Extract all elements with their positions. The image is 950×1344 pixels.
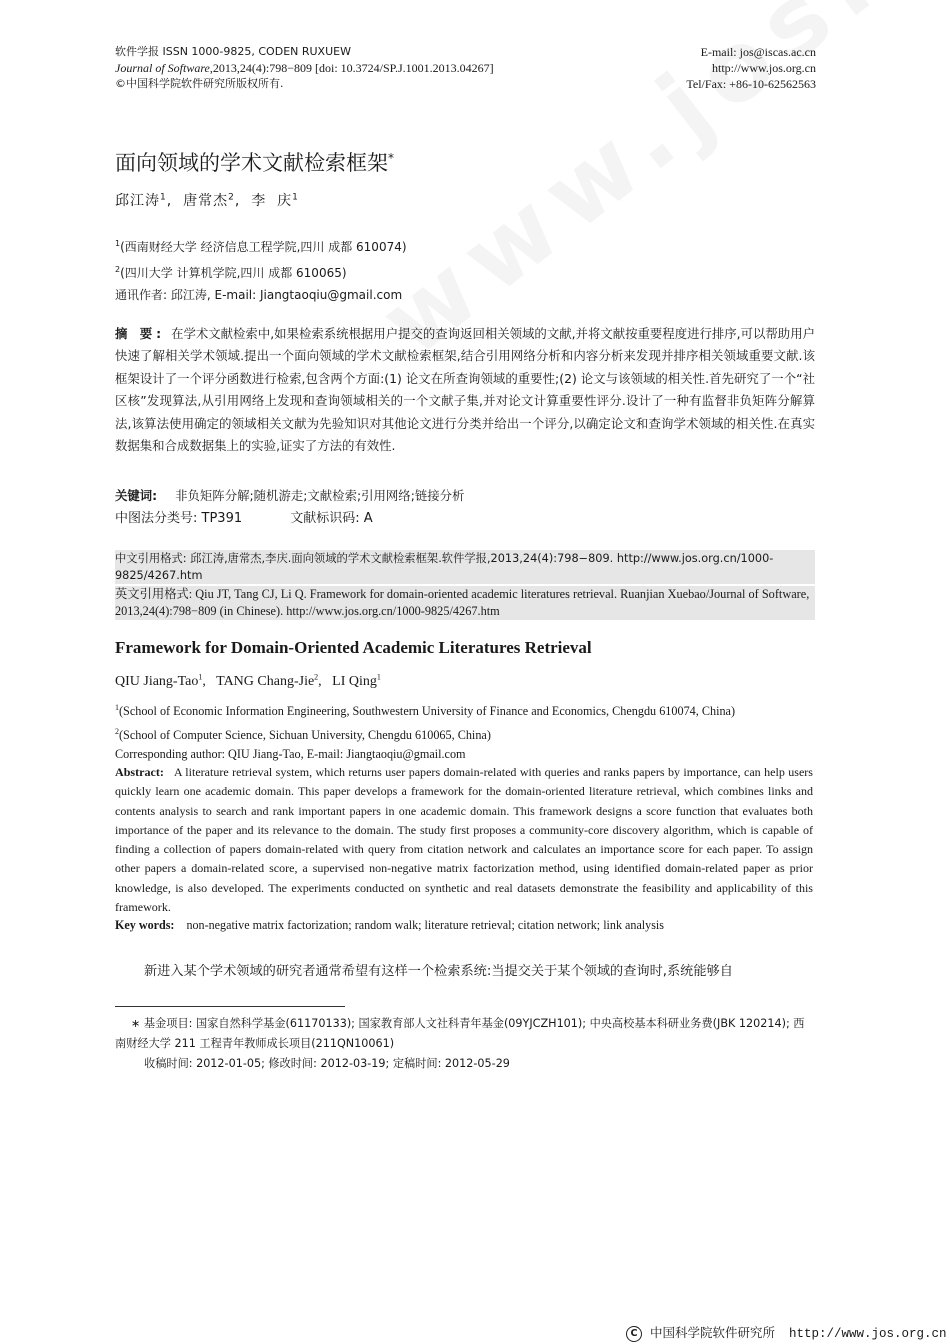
author-affiliation-mark: 2	[228, 192, 235, 203]
affiliation-text: (四川大学 计算机学院,四川 成都 610065)	[120, 265, 347, 280]
author-separator: ,	[234, 193, 252, 209]
affiliation-en-2	[115, 722, 835, 746]
citation-format-en: 英文引用格式: Qiu JT, Tang CJ, Li Q. Framework for domain-oriented academic literatures retrieval. Ruanjian Xuebao/Journal of Software, 2013,24(4):798−809 (in Chinese). http://www.jos.org.cn/1000-9825/4267.htm	[115, 586, 815, 620]
keywords-cn	[115, 486, 464, 504]
citation-format-cn: 中文引用格式: 邱江涛,唐常杰,李庆.面向领域的学术文献检索框架.软件学报,2013,24(4):798−809. http://www.jos.org.cn/1000-9825/4267.htm	[115, 550, 815, 584]
author	[115, 674, 216, 689]
affiliation-text: (School of Computer Science, Sichuan University, Chengdu 610065, China)	[119, 727, 491, 742]
affiliation-text: (西南财经大学 经济信息工程学院,四川 成都 610074)	[120, 240, 407, 254]
author-name: 邱江涛	[115, 193, 160, 209]
affiliation-en-1	[115, 698, 835, 722]
author-affiliation-mark: 1	[198, 672, 203, 681]
keywords-cn-label: 关键词:	[115, 488, 158, 503]
footnote-fund: ∗ 基金项目: 国家自然科学基金(61170133); 国家教育部人文社科青年基金(09YJCZH101); 中央高校基本科研业务费(JBK 120214); 西南财经大学 211 工程青年教师成长项目(211QN10061)	[115, 1017, 805, 1050]
body-first-line: 新进入某个学术领域的研究者通常希望有这样一个检索系统:当提交关于某个领域的查询时,系统能够自	[144, 964, 733, 979]
corresponding-author-en: Corresponding author: QIU Jiang-Tao, E-mail: Jiangtaoqiu@gmail.com	[115, 747, 466, 762]
author	[251, 193, 299, 209]
copyright-line: ©中国科学院软件研究所版权所有.	[115, 77, 284, 90]
clc-number: 中图法分类号: TP391	[115, 511, 243, 526]
affiliation-mark: 1	[115, 703, 119, 712]
paper-title-en: Framework for Domain-Oriented Academic Literatures Retrieval	[115, 638, 592, 657]
author-name: LI Qing	[332, 673, 377, 689]
corresponding-author-cn: 通讯作者: 邱江涛, E-mail: Jiangtaoqiu@gmail.com	[115, 288, 403, 302]
abstract-cn-label: 摘 要:	[115, 326, 166, 341]
abstract-cn	[115, 323, 815, 457]
affiliation-mark: 1	[115, 239, 121, 248]
journal-header-right	[516, 44, 816, 92]
affiliation-cn-2	[115, 259, 407, 285]
footnote-dates: 收稿时间: 2012-01-05; 修改时间: 2012-03-19; 定稿时间: 2012-05-29	[144, 1057, 510, 1070]
authors-cn	[115, 190, 299, 210]
author-affiliation-mark: 2	[314, 672, 319, 681]
abstract-en	[115, 763, 813, 917]
author-affiliation-mark: 1	[160, 192, 167, 203]
footnote-rule	[115, 1006, 345, 1007]
affiliations-en	[115, 698, 835, 765]
document-code: 文献标识码: A	[290, 511, 373, 526]
keywords-en	[115, 918, 664, 933]
affiliation-mark: 2	[115, 726, 119, 736]
journal-email: E-mail: jos@iscas.ac.cn	[700, 45, 816, 59]
author-separator: ,	[202, 673, 217, 689]
affiliation-cn-1	[115, 233, 407, 259]
keywords-en-text: non-negative matrix factorization; random walk; literature retrieval; citation network; link analysis	[186, 918, 664, 932]
affiliations-cn	[115, 233, 407, 307]
journal-issn-line: 软件学报 ISSN 1000-9825, CODEN RUXUEW	[115, 45, 351, 58]
author	[332, 674, 381, 689]
author-separator: ,	[318, 673, 333, 689]
page-footer	[626, 1323, 947, 1342]
journal-name: Journal of Software	[115, 61, 210, 75]
affiliation-text: (School of Economic Information Engineering, Southwestern University of Finance and Economics, Chengdu 610074, China)	[119, 704, 736, 719]
author-affiliation-mark: 1	[292, 192, 299, 203]
keywords-cn-text: 非负矩阵分解;随机游走;文献检索;引用网络;链接分析	[175, 488, 465, 503]
author-name: QIU Jiang-Tao	[115, 673, 199, 689]
author	[115, 193, 183, 209]
abstract-en-label: Abstract:	[115, 765, 164, 779]
author	[183, 193, 251, 209]
classification-cn	[115, 507, 373, 526]
journal-url: http://www.jos.org.cn	[712, 61, 816, 75]
footer-org: 中国科学院软件研究所	[650, 1325, 776, 1340]
copyright-icon: C	[626, 1326, 642, 1342]
abstract-cn-text: 在学术文献检索中,如果检索系统根据用户提交的查询返回相关领域的文献,并将文献按重要程度进行排序,可以帮助用户快速了解相关学术领域.提出一个面向领域的学术文献检索框架,结合引用网络分析和内容分析来发现并排序相关领域重要文献.该框架设计了一个评分函数进行检索,包含两个方面:(1) 论文在所查询领域的重要性;(2) 论文与该领域的相关性.首先研究了一个“社区核”发现算法,从引用网络上发现和查询领域相关的一个文献子集,并对论文计算重要性评分.设计了一种有监督非负矩阵分解算法,该算法使用确定的领域相关文献为先验知识对其他论文进行分类并给出一个评分,以确定论文和查询学术领域的相关性.在真实数据集和合成数据集上的实验,证实了方法的有效性.	[115, 326, 815, 454]
keywords-en-label: Key words:	[115, 918, 175, 932]
abstract-en-text: A literature retrieval system, which returns user papers domain-related with queries and ranks papers by importance, can help users quickly learn one academic domain. This paper develops a framework for the domain-oriented literature retrieval, which combines links and contents analysis to search and rank important papers in one academic domain. This framework designs a score function that evaluates both importance of the paper and its relevance to the domain. The study first proposes a community-core discovery algorithm, which is capable of finding a collection of papers domain-related with query from citation network and calculates an importance score for each paper. To assign other papers a domain-related score, a supervised non-negative matrix factorization method, using identified domain-related paper as prior knowledge, is also developed. The experiments conducted on synthetic and real datasets demonstrate the feasibility and applicability of this framework.	[115, 765, 813, 915]
authors-en	[115, 672, 381, 690]
footer-url[interactable]: http://www.jos.org.cn	[789, 1327, 947, 1341]
affiliation-mark: 2	[115, 264, 121, 274]
journal-volume-doi: ,2013,24(4):798−809 [doi: 10.3724/SP.J.1001.2013.04267]	[209, 61, 494, 75]
author-separator: ,	[166, 193, 184, 209]
author-affiliation-mark: 1	[376, 672, 381, 681]
title-fund-mark: *	[388, 151, 394, 165]
title-cn-text: 面向领域的学术文献检索框架	[115, 151, 388, 175]
paper-title-cn	[115, 147, 394, 177]
author-name: TANG Chang-Jie	[216, 673, 315, 689]
author-name: 李 庆	[251, 193, 293, 209]
journal-tel-fax: Tel/Fax: +86-10-62562563	[686, 77, 816, 91]
author-name: 唐常杰	[183, 193, 229, 209]
author	[216, 674, 332, 689]
